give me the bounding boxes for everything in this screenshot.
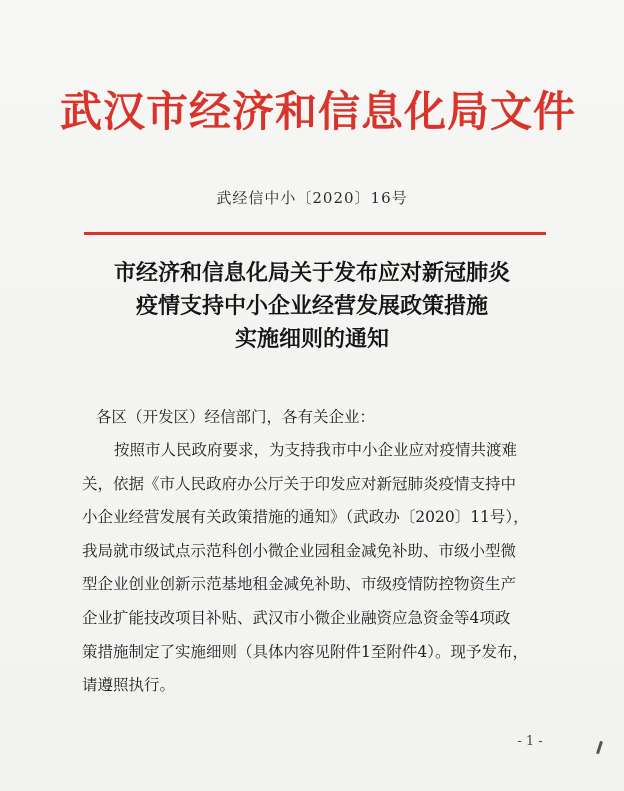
body-line: 企业扩能技改项目补贴、武汉市小微企业融资应急资金等4项政 — [82, 608, 511, 627]
scan-mark — [596, 741, 603, 754]
notice-title-line: 市经济和信息化局关于发布应对新冠肺炎 — [113, 260, 510, 286]
body-line: 请遵照执行。 — [82, 676, 176, 695]
body-line: 策措施制定了实施细则（具体内容见附件1至附件4）。现予发布， — [82, 642, 528, 661]
body-line: 我局就市级试点示范科创小微企业园租金减免补助、市级小型微 — [82, 541, 517, 560]
body-line: 关，依据《市人民政府办公厅关于印发应对新冠肺炎疫情支持中 — [82, 474, 517, 493]
body-line: 小企业经营发展有关政策措施的通知》（武政办〔2020〕11号）， — [82, 508, 529, 527]
notice-body — [82, 434, 562, 703]
document-number: 武经信中小〔2020〕16号 — [216, 189, 408, 207]
page-number: - 1 - — [517, 734, 543, 749]
body-line: 按照市人民政府要求，为支持我市中小企业应对疫情共渡难 — [114, 441, 518, 459]
notice-title-line: 疫情支持中小企业经营发展政策措施 — [135, 293, 488, 319]
issuing-authority-header: 武汉市经济和信息化局文件 — [60, 87, 577, 136]
salutation: 各区（开发区）经信部门，各有关企业： — [96, 408, 376, 426]
notice-title-line: 实施细则的通知 — [234, 326, 389, 352]
red-divider-line — [84, 232, 546, 235]
body-line: 型企业创业创新示范基地租金减免补助、市级疫情防控物资生产 — [82, 575, 517, 594]
notice-title — [60, 257, 564, 356]
